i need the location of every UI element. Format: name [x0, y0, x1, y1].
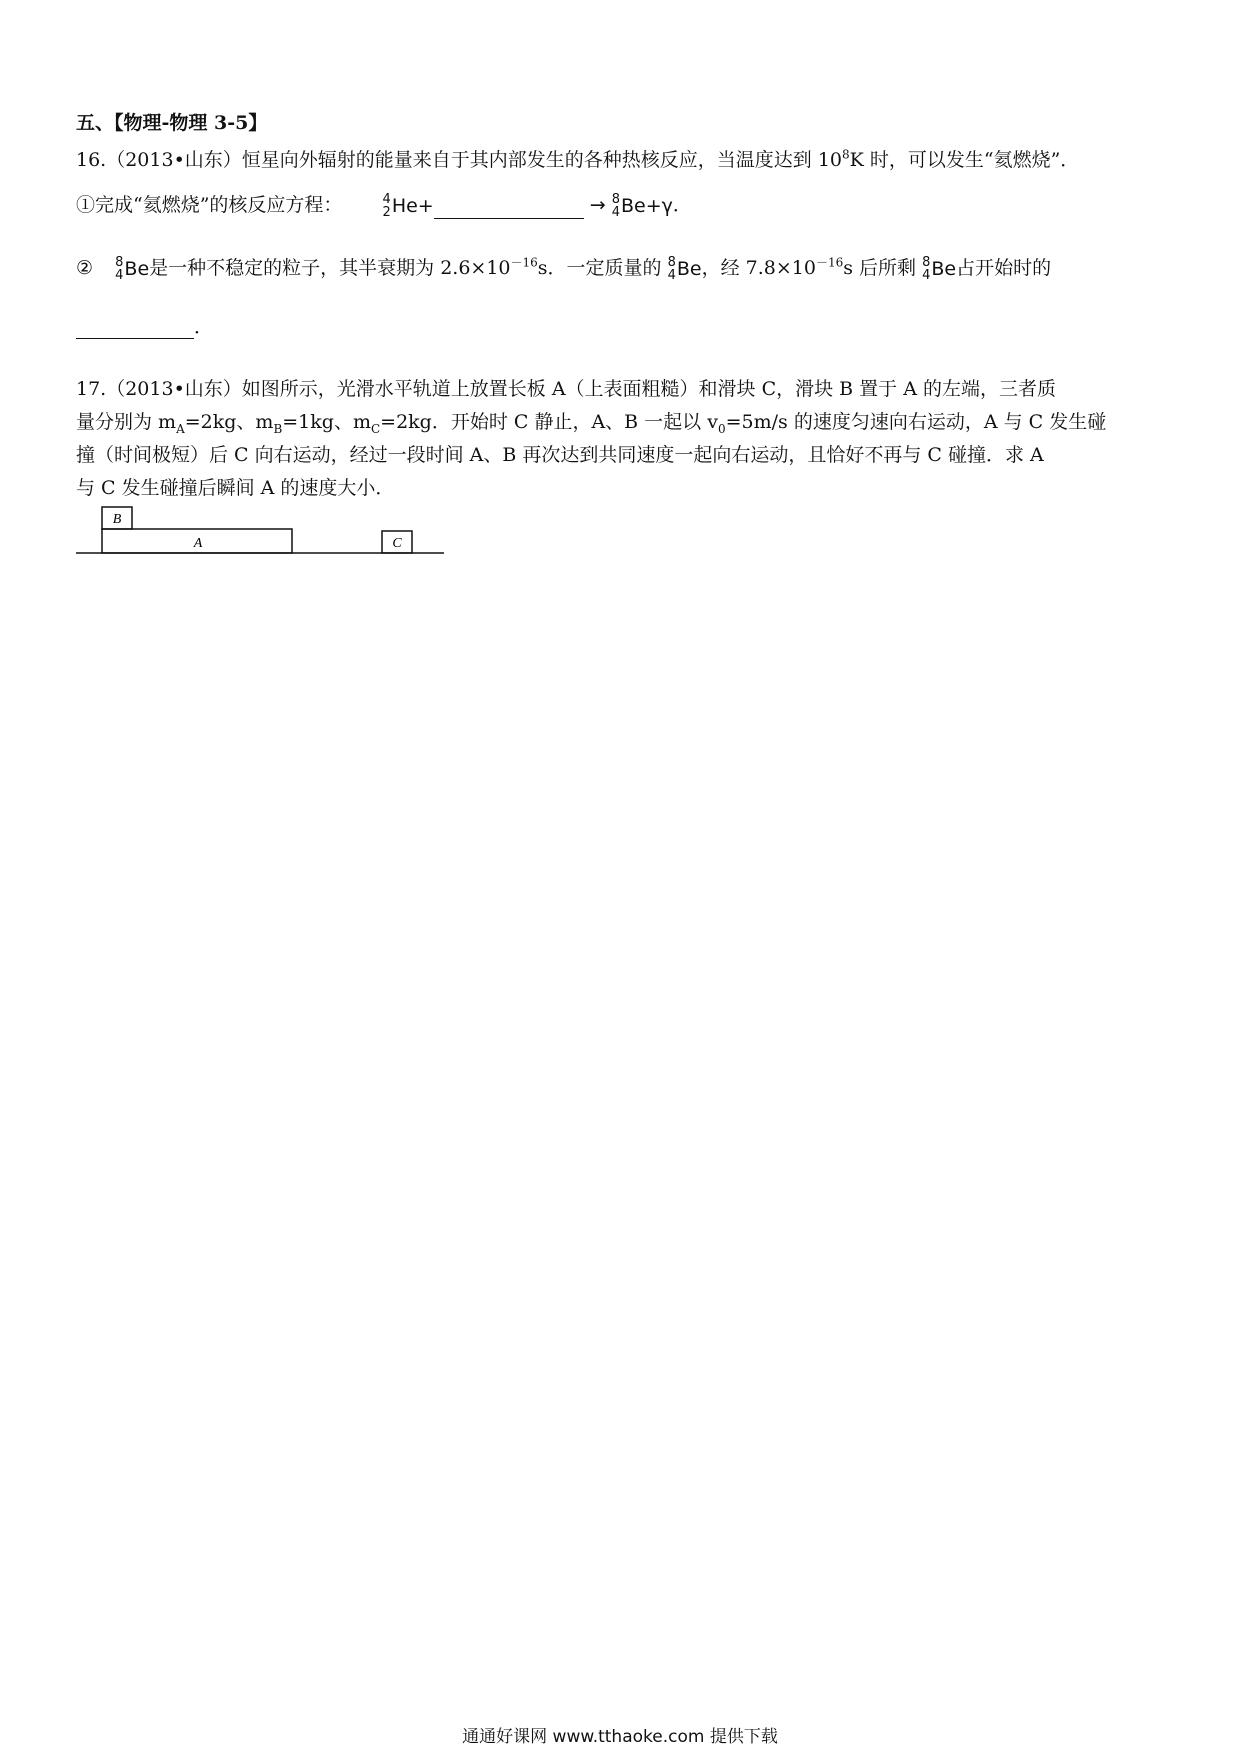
page-footer: 通通好课网 www.tthaoke.com 提供下载 — [462, 1727, 778, 1747]
question-16-stem — [76, 145, 1079, 172]
q16-part2-text-e: 占开始时的 — [956, 257, 1052, 279]
be-mass-number: 8 — [611, 192, 621, 207]
q16-part1-end: ． — [672, 194, 692, 216]
block-b-label: B — [112, 512, 122, 527]
q16-stem-exponent: 8 — [842, 147, 850, 162]
q16-stem-text-b: K 时，可以发生“氦燃烧”． — [849, 149, 1080, 171]
q16-part1-label: ①完成“氦燃烧”的核反应方程： — [76, 194, 343, 216]
question-16-part-2 — [76, 253, 1051, 282]
q17-text-a: 量分别为 m — [76, 411, 177, 433]
q16-part2-exponent-b: －16 — [815, 255, 844, 270]
be3-symbol: Be — [931, 258, 957, 280]
q16-part2-exponent-a: －16 — [510, 255, 538, 270]
he-mass-number: 4 — [382, 192, 391, 207]
fraction-blank[interactable] — [76, 338, 194, 339]
block-c-label: C — [392, 536, 402, 551]
q16-part2-text-a: 是一种不稳定的粒子，其半衰期为 2.6×10 — [149, 257, 511, 279]
he-charge-number: 2 — [382, 205, 391, 220]
q16-part2-label: ② — [76, 257, 94, 279]
q16-stem-text-a: 16.（2013•山东）恒星向外辐射的能量来自于其内部发生的各种热核反应，当温度达到 10 — [76, 149, 842, 171]
be-gamma-symbol: Be+γ — [621, 195, 673, 217]
q17-text-d: =2kg．开始时 C 静止，A、B 一起以 v — [380, 411, 718, 433]
be1-symbol: Be — [124, 258, 150, 280]
beryllium-nuclide-product — [612, 193, 673, 219]
q17-text-c: =1kg、m — [282, 411, 371, 433]
collision-diagram — [76, 505, 456, 565]
q17-sub-c: C — [370, 421, 381, 436]
section-title: 五、【物理-物理 3-5】 — [76, 112, 268, 134]
be3-mass-number: 8 — [922, 255, 931, 270]
beryllium-nuclide-3 — [922, 256, 956, 282]
be1-mass-number: 8 — [115, 255, 124, 270]
question-16-part-1 — [76, 190, 692, 219]
q17-sub-b: B — [273, 421, 283, 436]
be3-charge-number: 4 — [922, 268, 931, 283]
reaction-blank[interactable] — [434, 218, 584, 219]
helium-nuclide — [383, 193, 434, 219]
q16-part2-text-d: s 后所剩 — [843, 257, 917, 279]
question-17-line-4: 与 C 发生碰撞后瞬间 A 的速度大小． — [76, 477, 395, 499]
question-16-answer-line — [76, 312, 213, 339]
beryllium-nuclide-1 — [115, 256, 149, 282]
q17-text-e: =5m/s 的速度匀速向右运动，A 与 C 发生碰 — [725, 411, 1107, 433]
be2-symbol: Be — [676, 258, 702, 280]
be-charge-number: 4 — [611, 205, 621, 220]
question-17-line-3: 撞（时间极短）后 C 向右运动，经过一段时间 A、B 再次达到共同速度一起向右运动，且恰好不再与 C 碰撞．求 A — [76, 444, 1044, 466]
q16-part2-text-b: s．一定质量的 — [537, 257, 662, 279]
q17-text-b: =2kg、m — [184, 411, 274, 433]
beryllium-nuclide-2 — [668, 256, 702, 282]
question-17-line-2 — [76, 407, 1106, 436]
reaction-arrow: → — [589, 194, 606, 216]
be2-mass-number: 8 — [667, 255, 676, 270]
question-17-line-1: 17.（2013•山东）如图所示，光滑水平轨道上放置长板 A（上表面粗糙）和滑块 C，滑块 B 置于 A 的左端，三者质 — [76, 378, 1056, 400]
be2-charge-number: 4 — [667, 268, 676, 283]
q16-blank-end: ． — [194, 316, 214, 338]
q17-sub-a: A — [176, 421, 185, 436]
q16-part2-text-c: ，经 7.8×10 — [701, 257, 816, 279]
he-symbol: He+ — [391, 195, 434, 217]
be1-charge-number: 4 — [115, 268, 124, 283]
board-a-label: A — [193, 536, 203, 551]
q17-sub-0: 0 — [717, 421, 726, 436]
